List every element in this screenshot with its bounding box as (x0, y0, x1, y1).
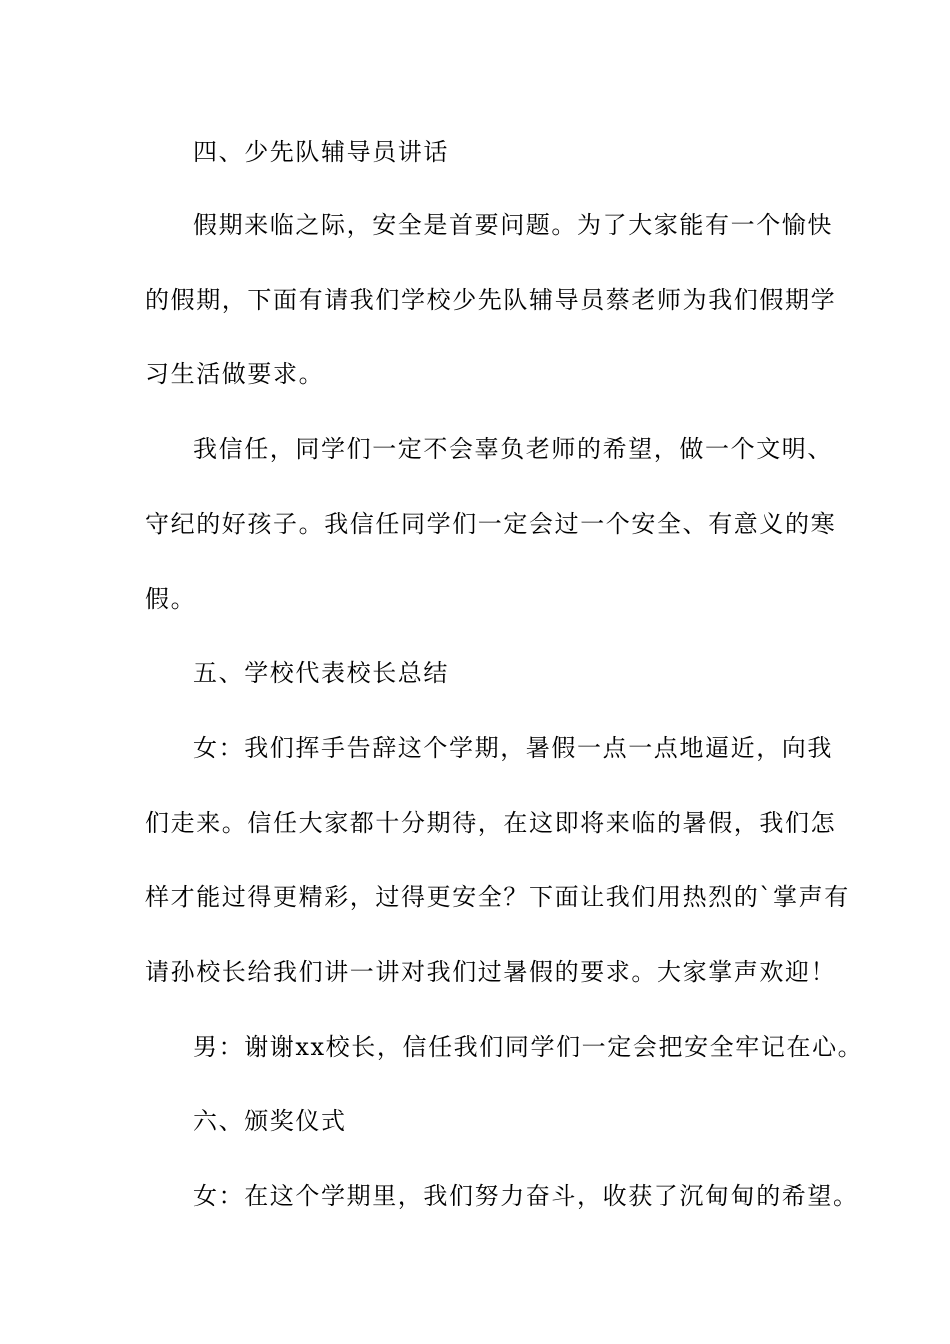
paragraph-line: 样才能过得更精彩，过得更安全？下面让我们用热烈的`掌声有 (145, 883, 850, 911)
paragraph-line: 守纪的好孩子。我信任同学们一定会过一个安全、有意义的寒 (145, 510, 837, 538)
paragraph-line: 请孙校长给我们讲一讲对我们过暑假的要求。大家掌声欢迎！ (145, 958, 837, 986)
paragraph-line: 习生活做要求。 (145, 360, 325, 388)
paragraph-line: 假。 (145, 585, 197, 613)
paragraph-line: 我信任，同学们一定不会辜负老师的希望，做一个文明、 (193, 435, 833, 463)
section-heading-4: 四、少先队辅导员讲话 (193, 138, 449, 166)
paragraph-line: 男：谢谢xx校长，信任我们同学们一定会把安全牢记在心。 (193, 1033, 864, 1061)
paragraph-line: 女：我们挥手告辞这个学期，暑假一点一点地逼近，向我 (193, 734, 833, 762)
section-heading-5: 五、学校代表校长总结 (193, 659, 449, 687)
section-heading-6: 六、颁奖仪式 (193, 1107, 347, 1135)
paragraph-line: 的假期，下面有请我们学校少先队辅导员蔡老师为我们假期学 (145, 286, 837, 314)
paragraph-line: 们走来。信任大家都十分期待，在这即将来临的暑假，我们怎 (145, 809, 837, 837)
paragraph-line: 假期来临之际，安全是首要问题。为了大家能有一个愉快 (193, 211, 833, 239)
paragraph-line: 女：在这个学期里，我们努力奋斗，收获了沉甸甸的希望。 (193, 1182, 859, 1210)
